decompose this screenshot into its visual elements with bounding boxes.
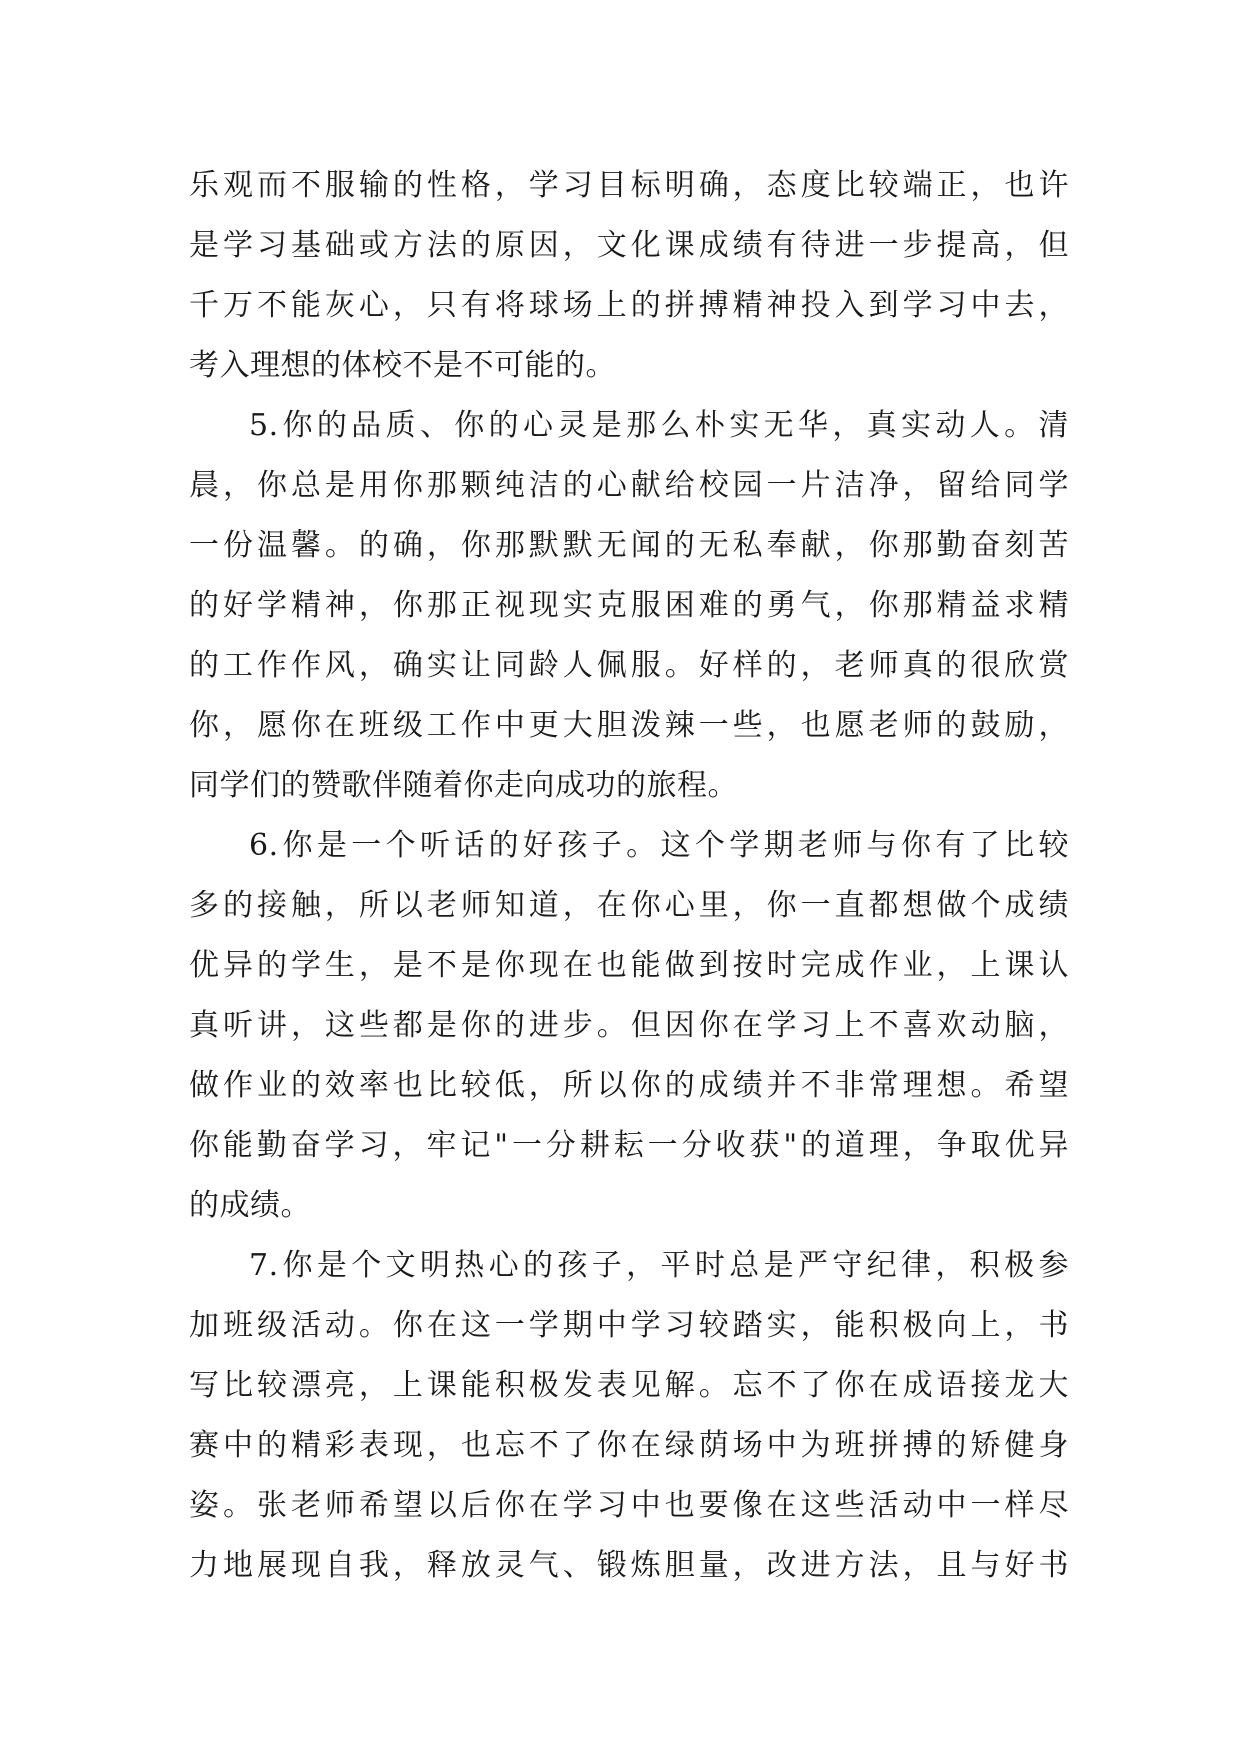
text-line: 优异的学生，是不是你现在也能做到按时完成作业，上课认 xyxy=(189,948,1069,983)
text-line: 你，愿你在班级工作中更大胆泼辣一些，也愿老师的鼓励， xyxy=(189,708,1069,743)
text-line: 考入理想的体校不是不可能的。 xyxy=(189,348,616,383)
text-line: 的好学精神，你那正视现实克服困难的勇气，你那精益求精 xyxy=(189,588,1069,623)
text-line: 同学们的赞歌伴随着你走向成功的旅程。 xyxy=(189,768,738,803)
text-line: 做作业的效率也比较低，所以你的成绩并不非常理想。希望 xyxy=(189,1068,1069,1103)
text-line: 的工作作风，确实让同龄人佩服。好样的，老师真的很欣赏 xyxy=(189,648,1069,683)
body-text xyxy=(189,156,1069,1596)
text-line: 是学习基础或方法的原因，文化课成绩有待进一步提高，但 xyxy=(189,228,1069,263)
text-line: 真听讲，这些都是你的进步。但因你在学习上不喜欢动脑， xyxy=(189,1008,1069,1043)
text-line: 乐观而不服输的性格，学习目标明确，态度比较端正，也许 xyxy=(189,168,1069,203)
text-line: 力地展现自我，释放灵气、锻炼胆量，改进方法，且与好书 xyxy=(189,1548,1069,1583)
text-line: 你能勤奋学习，牢记"一分耕耘一分收获"的道理，争取优异 xyxy=(189,1128,1069,1163)
paragraph-item-6 xyxy=(189,816,1069,1236)
text-line: 加班级活动。你在这一学期中学习较踏实，能积极向上，书 xyxy=(189,1308,1069,1343)
text-line: 写比较漂亮，上课能积极发表见解。忘不了你在成语接龙大 xyxy=(189,1368,1069,1403)
text-line: 多的接触，所以老师知道，在你心里，你一直都想做个成绩 xyxy=(189,888,1069,923)
text-line: 赛中的精彩表现，也忘不了你在绿荫场中为班拼搏的矫健身 xyxy=(189,1428,1069,1463)
paragraph-continuation xyxy=(189,156,1069,396)
text-line: 姿。张老师希望以后你在学习中也要像在这些活动中一样尽 xyxy=(189,1488,1069,1523)
text-line: 千万不能灰心，只有将球场上的拼搏精神投入到学习中去， xyxy=(189,288,1069,323)
text-line: 一份温馨。的确，你那默默无闻的无私奉献，你那勤奋刻苦 xyxy=(189,528,1069,563)
paragraph-item-7 xyxy=(189,1236,1069,1596)
paragraph-item-5 xyxy=(189,396,1069,816)
text-line: 5.你的品质、你的心灵是那么朴实无华，真实动人。清 xyxy=(249,408,1069,443)
text-line: 6.你是一个听话的好孩子。这个学期老师与你有了比较 xyxy=(249,828,1069,863)
text-line: 的成绩。 xyxy=(189,1188,311,1223)
text-line: 7.你是个文明热心的孩子，平时总是严守纪律，积极参 xyxy=(249,1248,1069,1283)
text-line: 晨，你总是用你那颗纯洁的心献给校园一片洁净，留给同学 xyxy=(189,468,1069,503)
